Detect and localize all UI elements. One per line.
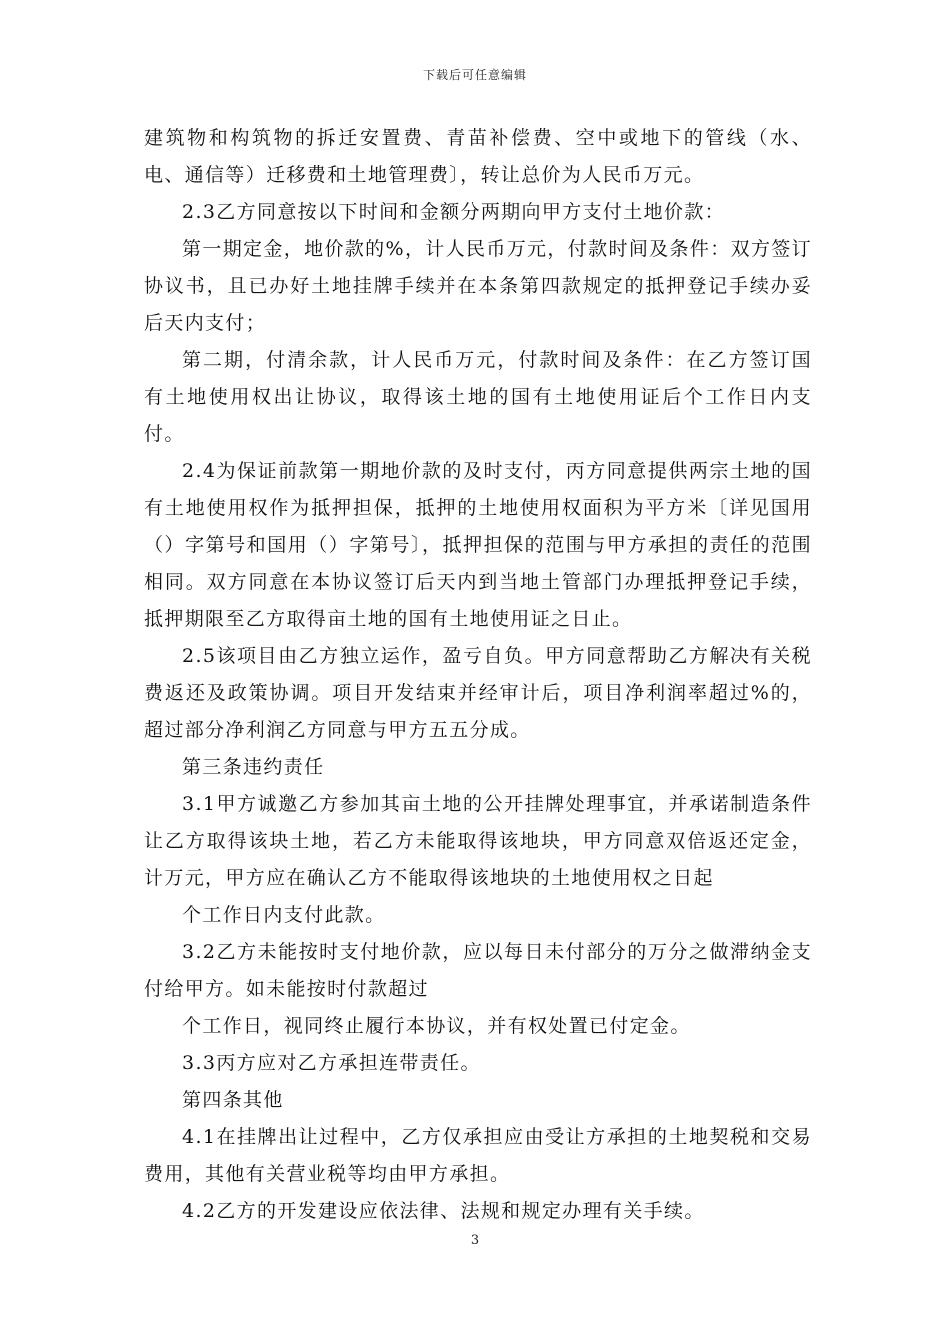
page-number: 3: [470, 1233, 480, 1248]
paragraph: 3.2乙方未能按时支付地价款，应以每日未付部分的万分之做滞纳金支付给甲方。如未能按时付款超过: [144, 941, 812, 1000]
paragraph: 4.2乙方的开发建设应依法律、法规和规定办理有关手续。: [182, 1200, 705, 1222]
document-body: [144, 120, 812, 1230]
paragraph: 建筑物和构筑物的拆迁安置费、青苗补偿费、空中或地下的管线（水、电、通信等）迁移费和土地管理费〕，转让总价为人民币万元。: [144, 127, 812, 186]
paragraph: 3.1甲方诚邀乙方参加其亩土地的公开挂牌处理事宜，并承诺制造条件让乙方取得该块土地，若乙方未能取得该地块，甲方同意双倍返还定金，计万元，甲方应在确认乙方不能取得该地块的土地使用权之日起: [144, 793, 812, 889]
paragraph: 2.3乙方同意按以下时间和金额分两期向甲方支付土地价款：: [182, 201, 726, 223]
section-heading: 第三条违约责任: [182, 756, 325, 778]
paragraph: 个工作日，视同终止履行本协议，并有权处置已付定金。: [182, 1015, 691, 1037]
paragraph: 第一期定金，地价款的%，计人民币万元，付款时间及条件：双方签订协议书，且已办好土地挂牌手续并在本条第四款规定的抵押登记手续办妥后天内支付；: [144, 238, 812, 334]
paragraph: 3.3丙方应对乙方承担连带责任。: [182, 1052, 481, 1074]
section-heading: 第四条其他: [182, 1089, 284, 1111]
paragraph: 第二期，付清余款，计人民币万元，付款时间及条件：在乙方签订国有土地使用权出让协议，取得该土地的国有土地使用证后个工作日内支付。: [144, 349, 812, 445]
page-header: 下载后可任意编辑: [422, 68, 527, 82]
paragraph: 2.4为保证前款第一期地价款的及时支付，丙方同意提供两宗土地的国有土地使用权作为抵押担保，抵押的土地使用权面积为平方米〔详见国用（）字第号和国用（）字第号〕，抵押担保的范围与甲方承担的责任的范围相同。双方同意在本协议签订后天内到当地土管部门办理抵押登记手续，抵押期限至乙方取得亩土地的国有土地使用证之日止。: [144, 460, 812, 630]
paragraph: 个工作日内支付此款。: [182, 904, 386, 926]
paragraph: 4.1在挂牌出让过程中，乙方仅承担应由受让方承担的土地契税和交易费用，其他有关营业税等均由甲方承担。: [144, 1126, 812, 1185]
paragraph: 2.5该项目由乙方独立运作，盈亏自负。甲方同意帮助乙方解决有关税费返还及政策协调。项目开发结束并经审计后，项目净利润率超过%的，超过部分净利润乙方同意与甲方五五分成。: [144, 645, 812, 741]
